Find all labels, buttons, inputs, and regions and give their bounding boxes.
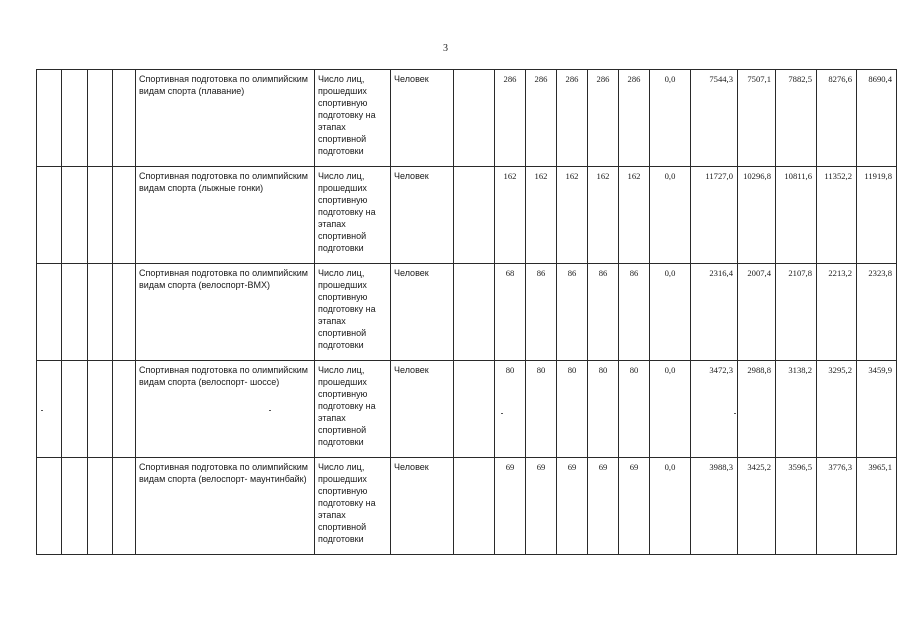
empty-cell xyxy=(454,458,495,555)
empty-code-cell xyxy=(113,458,136,555)
count-cell: 162 xyxy=(526,167,557,264)
count-cell: 286 xyxy=(588,70,619,167)
amount-cell: 3965,1 xyxy=(857,458,897,555)
amount-cell: 3776,3 xyxy=(817,458,857,555)
table-row xyxy=(37,167,897,264)
count-cell: 80 xyxy=(619,361,650,458)
amount-cell: 11352,2 xyxy=(817,167,857,264)
service-name-cell: Спортивная подготовка по олимпийским видам спорта (лыжные гонки) xyxy=(136,167,315,264)
empty-cell xyxy=(454,167,495,264)
empty-code-cell xyxy=(37,458,62,555)
empty-code-cell xyxy=(37,264,62,361)
service-name-cell: Спортивная подготовка по олимпийским видам спорта (плавание) xyxy=(136,70,315,167)
deviation-cell: 0,0 xyxy=(650,70,691,167)
count-cell: 80 xyxy=(557,361,588,458)
empty-code-cell xyxy=(88,361,113,458)
deviation-cell: 0,0 xyxy=(650,264,691,361)
empty-code-cell xyxy=(113,361,136,458)
empty-cell xyxy=(454,70,495,167)
amount-cell: 2323,8 xyxy=(857,264,897,361)
amount-cell: 3459,9 xyxy=(857,361,897,458)
amount-cell: 7544,3 xyxy=(691,70,738,167)
scan-speck xyxy=(41,410,43,411)
count-cell: 286 xyxy=(619,70,650,167)
count-cell: 69 xyxy=(588,458,619,555)
amount-cell: 10811,6 xyxy=(776,167,817,264)
count-cell: 286 xyxy=(557,70,588,167)
count-cell: 286 xyxy=(495,70,526,167)
count-cell: 69 xyxy=(526,458,557,555)
empty-code-cell xyxy=(62,458,88,555)
amount-cell: 7507,1 xyxy=(738,70,776,167)
page-number: 3 xyxy=(443,43,448,54)
service-name-cell: Спортивная подготовка по олимпийским видам спорта (велоспорт- шоссе) xyxy=(136,361,315,458)
count-cell: 86 xyxy=(619,264,650,361)
empty-code-cell xyxy=(113,70,136,167)
amount-cell: 2316,4 xyxy=(691,264,738,361)
count-cell: 68 xyxy=(495,264,526,361)
empty-code-cell xyxy=(37,70,62,167)
table-row xyxy=(37,361,897,458)
empty-cell xyxy=(454,361,495,458)
count-cell: 286 xyxy=(526,70,557,167)
empty-code-cell xyxy=(88,70,113,167)
amount-cell: 2007,4 xyxy=(738,264,776,361)
amount-cell: 11919,8 xyxy=(857,167,897,264)
count-cell: 162 xyxy=(619,167,650,264)
table-row xyxy=(37,458,897,555)
count-cell: 162 xyxy=(557,167,588,264)
unit-cell: Человек xyxy=(391,361,454,458)
empty-code-cell xyxy=(62,361,88,458)
table-row xyxy=(37,264,897,361)
empty-code-cell xyxy=(88,264,113,361)
amount-cell: 11727,0 xyxy=(691,167,738,264)
service-name-cell: Спортивная подготовка по олимпийским видам спорта (велоспорт-BMX) xyxy=(136,264,315,361)
empty-code-cell xyxy=(88,167,113,264)
count-cell: 80 xyxy=(588,361,619,458)
count-cell: 86 xyxy=(557,264,588,361)
scan-speck xyxy=(501,413,503,414)
empty-code-cell xyxy=(62,70,88,167)
deviation-cell: 0,0 xyxy=(650,458,691,555)
amount-cell: 3295,2 xyxy=(817,361,857,458)
count-cell: 86 xyxy=(588,264,619,361)
indicator-cell: Число лиц, прошедших спортивную подготовку на этапах спортивной подготовки xyxy=(315,458,391,555)
empty-code-cell xyxy=(62,167,88,264)
amount-cell: 8690,4 xyxy=(857,70,897,167)
amount-cell: 3472,3 xyxy=(691,361,738,458)
amount-cell: 3138,2 xyxy=(776,361,817,458)
indicator-cell: Число лиц, прошедших спортивную подготовку на этапах спортивной подготовки xyxy=(315,167,391,264)
empty-code-cell xyxy=(62,264,88,361)
unit-cell: Человек xyxy=(391,264,454,361)
amount-cell: 3988,3 xyxy=(691,458,738,555)
amount-cell: 3596,5 xyxy=(776,458,817,555)
amount-cell: 7882,5 xyxy=(776,70,817,167)
amount-cell: 2213,2 xyxy=(817,264,857,361)
service-name-cell: Спортивная подготовка по олимпийским видам спорта (велоспорт- маунтинбайк) xyxy=(136,458,315,555)
empty-code-cell xyxy=(113,167,136,264)
scan-speck xyxy=(734,413,736,414)
amount-cell: 10296,8 xyxy=(738,167,776,264)
count-cell: 86 xyxy=(526,264,557,361)
empty-code-cell xyxy=(88,458,113,555)
deviation-cell: 0,0 xyxy=(650,167,691,264)
count-cell: 80 xyxy=(526,361,557,458)
empty-code-cell xyxy=(37,167,62,264)
services-table xyxy=(36,69,897,555)
count-cell: 162 xyxy=(495,167,526,264)
amount-cell: 2107,8 xyxy=(776,264,817,361)
indicator-cell: Число лиц, прошедших спортивную подготовку на этапах спортивной подготовки xyxy=(315,361,391,458)
count-cell: 69 xyxy=(619,458,650,555)
table-row xyxy=(37,70,897,167)
empty-code-cell xyxy=(113,264,136,361)
count-cell: 69 xyxy=(557,458,588,555)
count-cell: 162 xyxy=(588,167,619,264)
scan-speck xyxy=(269,410,271,411)
count-cell: 80 xyxy=(495,361,526,458)
amount-cell: 2988,8 xyxy=(738,361,776,458)
deviation-cell: 0,0 xyxy=(650,361,691,458)
indicator-cell: Число лиц, прошедших спортивную подготовку на этапах спортивной подготовки xyxy=(315,70,391,167)
unit-cell: Человек xyxy=(391,70,454,167)
amount-cell: 8276,6 xyxy=(817,70,857,167)
unit-cell: Человек xyxy=(391,167,454,264)
indicator-cell: Число лиц, прошедших спортивную подготовку на этапах спортивной подготовки xyxy=(315,264,391,361)
count-cell: 69 xyxy=(495,458,526,555)
unit-cell: Человек xyxy=(391,458,454,555)
empty-code-cell xyxy=(37,361,62,458)
amount-cell: 3425,2 xyxy=(738,458,776,555)
empty-cell xyxy=(454,264,495,361)
